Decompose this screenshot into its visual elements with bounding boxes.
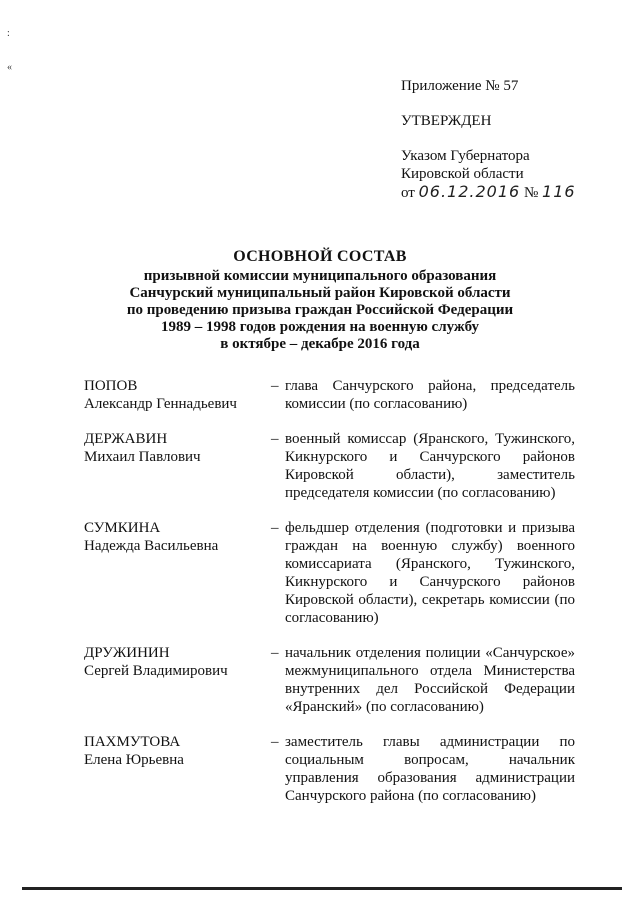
- page-bottom-rule: [22, 887, 622, 890]
- approved-by-line1: Указом Губернатора: [401, 148, 530, 164]
- decree-date: 06.12.2016: [418, 182, 521, 201]
- member-surname: ПОПОВ: [84, 378, 138, 394]
- member-entry: [84, 733, 578, 805]
- member-role: глава Санчурского района, председатель комиссии (по согласованию): [285, 378, 575, 412]
- title-main: ОСНОВНОЙ СОСТАВ: [233, 248, 407, 265]
- member-surname: ДРУЖИНИН: [84, 645, 170, 661]
- title-line: Санчурский муниципальный район Кировской области: [129, 285, 511, 301]
- title-line: призывной комиссии муниципального образования: [143, 268, 497, 284]
- member-dash: –: [271, 645, 279, 661]
- member-dash: –: [271, 734, 279, 750]
- member-entry: [84, 430, 578, 502]
- member-dash: –: [271, 431, 279, 447]
- member-given-names: Надежда Васильевна: [84, 538, 219, 554]
- approved-label: УТВЕРЖДЕН: [401, 113, 492, 129]
- member-entry: [84, 644, 578, 716]
- member-name: [84, 377, 271, 413]
- member-name: [84, 519, 271, 627]
- member-role: начальник отделения полиции «Санчурское» межмуниципального отдела Министерства внутренних дел Российской Федерации «Яранский» (по согласованию): [285, 645, 575, 715]
- number-label: №: [523, 185, 539, 201]
- member-role: заместитель главы администрации по социальным вопросам, начальник управления образования администрации Санчурского района (по согласованию): [285, 734, 575, 804]
- member-given-names: Елена Юрьевна: [84, 752, 184, 768]
- members-list: [84, 377, 578, 822]
- margin-mark: «: [7, 62, 12, 73]
- member-entry: [84, 519, 578, 627]
- approval-block: [401, 77, 601, 202]
- title-line: по проведению призыва граждан Российской Федерации: [126, 302, 514, 318]
- member-name: [84, 644, 271, 716]
- member-dash: –: [271, 378, 279, 394]
- member-surname: СУМКИНА: [84, 520, 161, 536]
- member-surname: ДЕРЖАВИН: [84, 431, 168, 447]
- member-surname: ПАХМУТОВА: [84, 734, 181, 750]
- member-role: фельдшер отделения (подготовки и призыва граждан на военную службу) военного комиссариата (Яранского, Тужинского, Кикнурского и Санчурского районов Кировской области), секретарь комиссии (по согласованию): [285, 520, 575, 626]
- member-name: [84, 733, 271, 805]
- member-entry: [84, 377, 578, 413]
- member-given-names: Михаил Павлович: [84, 449, 201, 465]
- approved-by-line2: Кировской области: [401, 166, 524, 182]
- decree-number: 116: [542, 182, 576, 201]
- member-role: военный комиссар (Яранского, Тужинского, Кикнурского и Санчурского районов Кировской области), заместитель председателя комиссии (по согласованию): [285, 431, 575, 501]
- member-given-names: Сергей Владимирович: [84, 663, 228, 679]
- appendix-number: Приложение № 57: [401, 78, 519, 94]
- document-title: [0, 248, 640, 353]
- title-line: 1989 – 1998 годов рождения на военную службу: [160, 319, 480, 335]
- margin-mark: :: [7, 28, 10, 39]
- from-label: от: [401, 185, 415, 201]
- member-name: [84, 430, 271, 502]
- title-line: в октябре – декабре 2016 года: [220, 336, 420, 352]
- member-dash: –: [271, 520, 279, 536]
- member-given-names: Александр Геннадьевич: [84, 396, 237, 412]
- decree-line: [401, 183, 601, 202]
